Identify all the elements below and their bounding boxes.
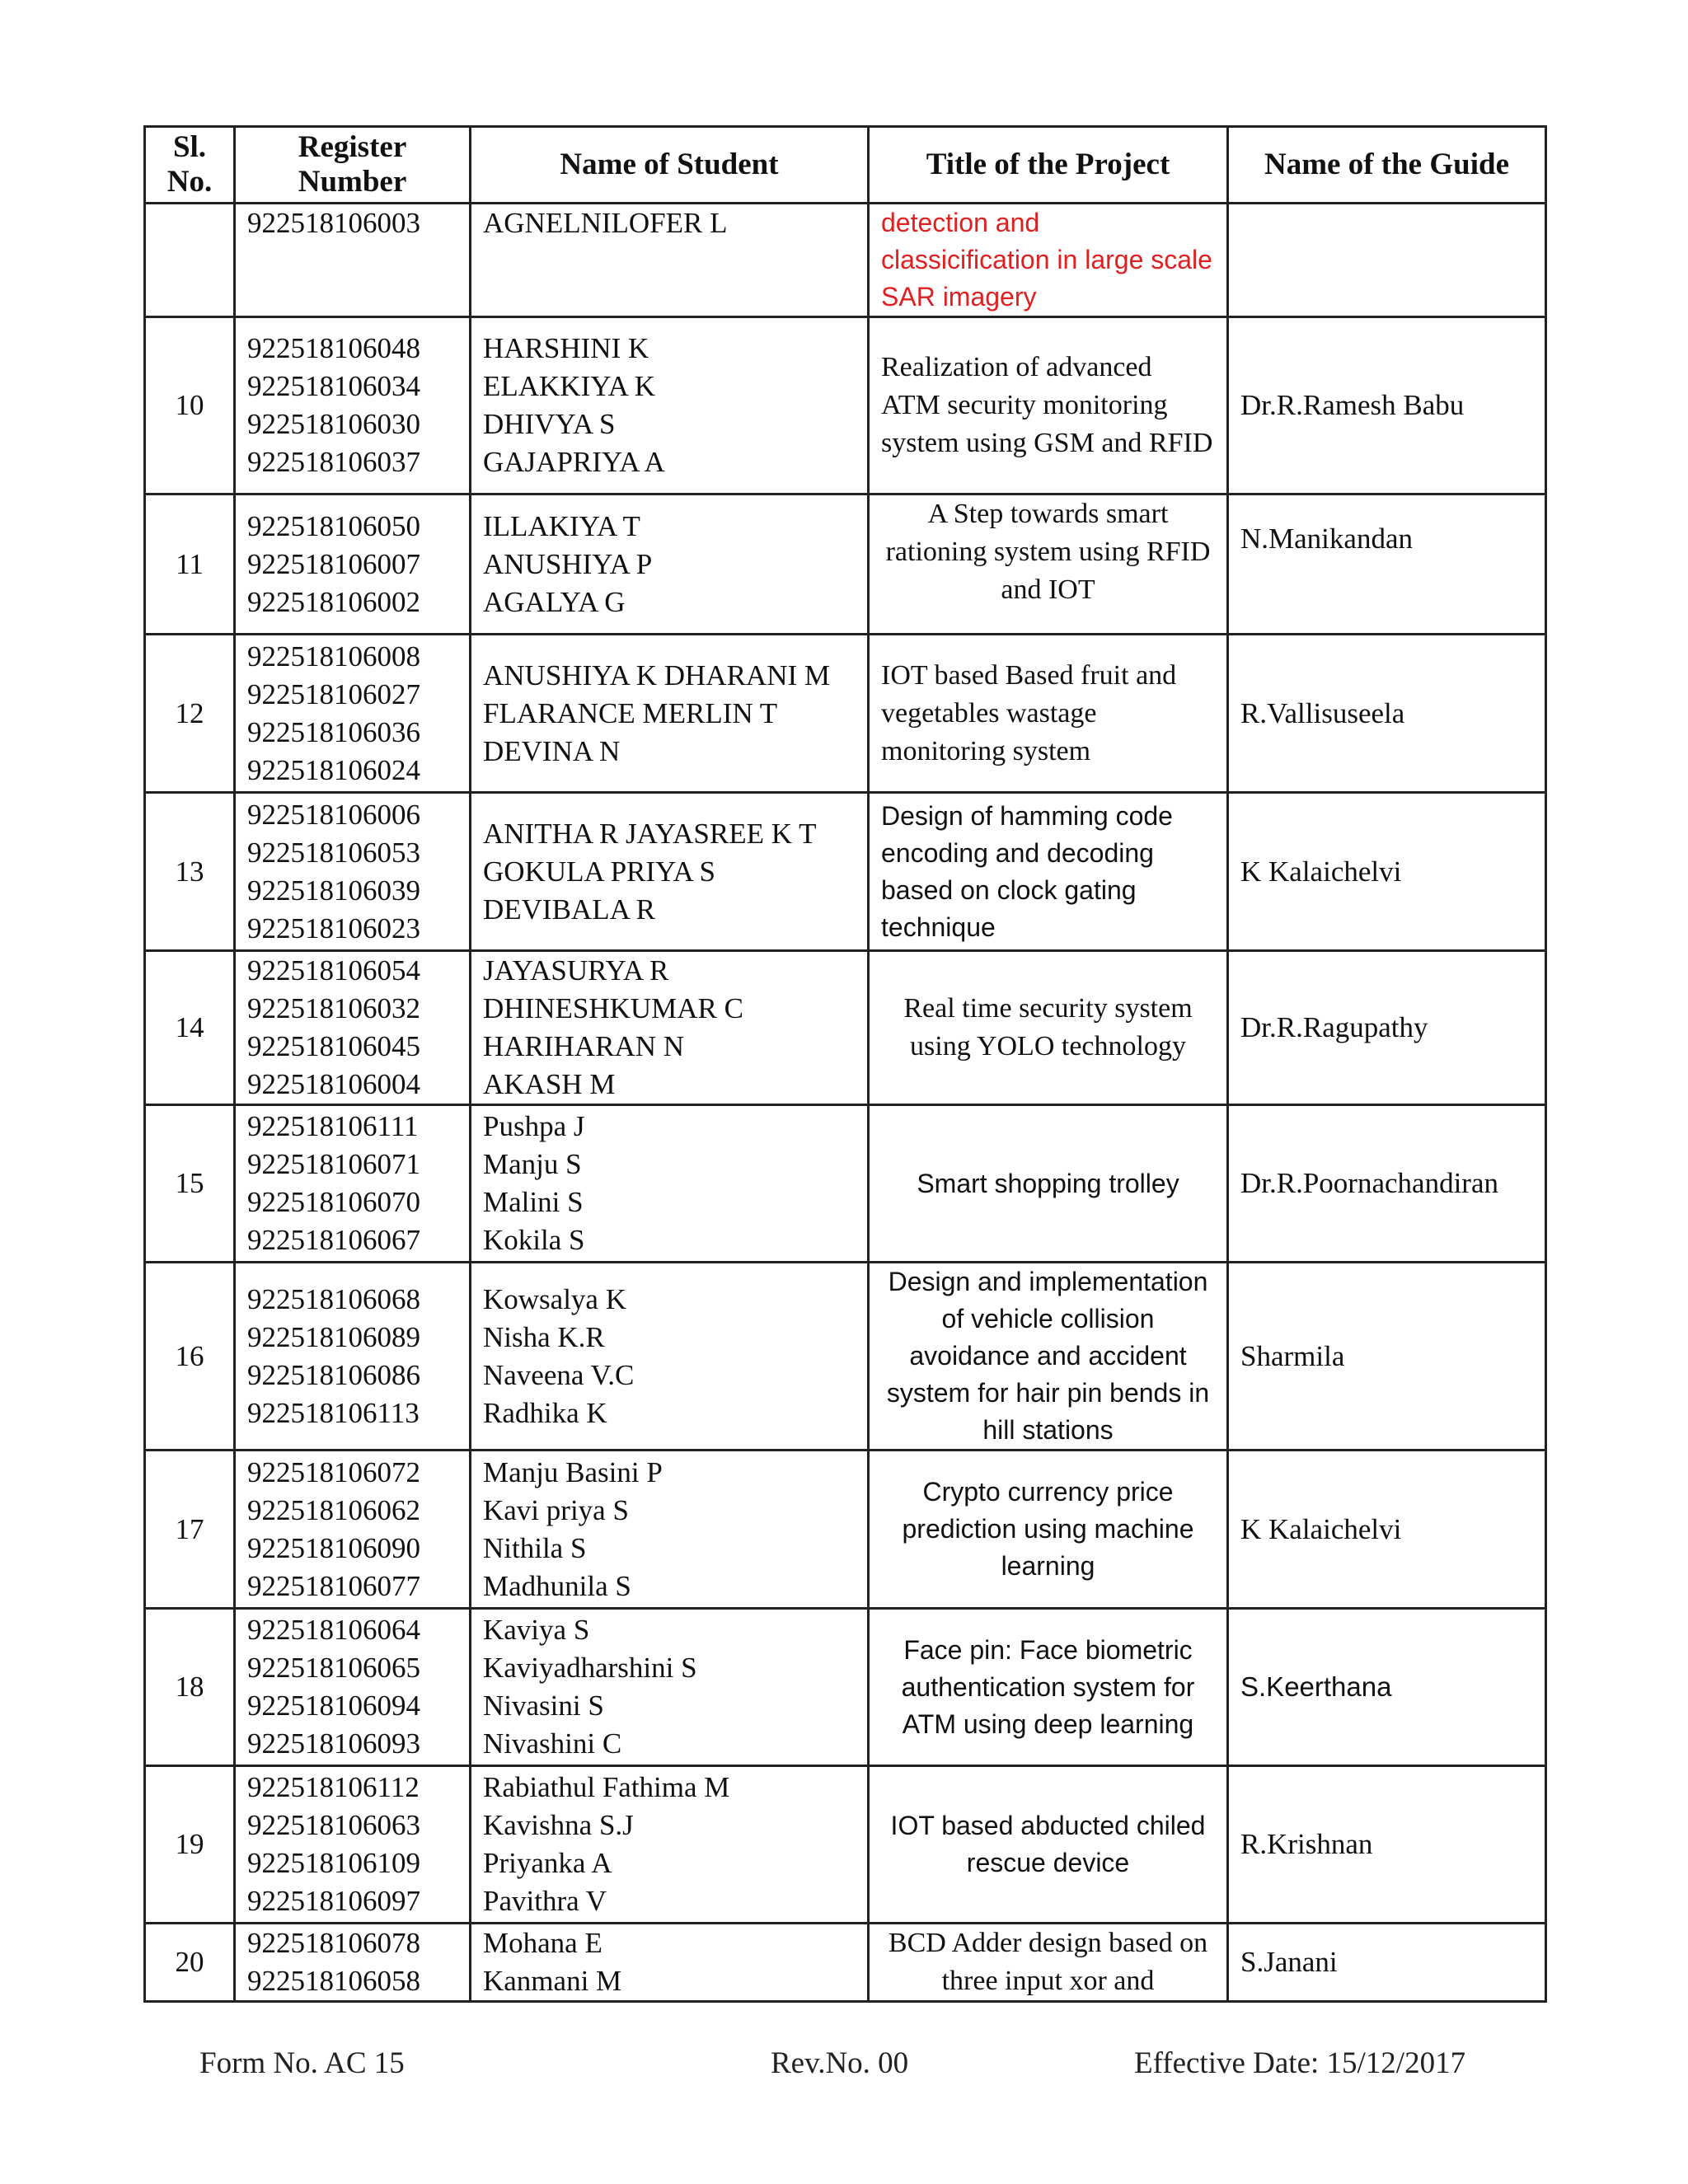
project-allocation-table xyxy=(143,125,1547,2003)
student-name: AGNELNILOFER L xyxy=(483,207,728,239)
register-number: 922518106089 xyxy=(247,1320,420,1353)
register-number: 922518106045 xyxy=(247,1030,420,1062)
register-number-cell xyxy=(235,1451,471,1609)
student-names-cell xyxy=(471,1263,869,1451)
register-number: 922518106067 xyxy=(247,1224,420,1256)
student-name: GOKULA PRIYA S xyxy=(483,855,715,888)
register-number: 922518106113 xyxy=(247,1396,420,1429)
register-number: 922518106006 xyxy=(247,798,420,831)
student-name: Pushpa J xyxy=(483,1110,585,1142)
student-name: Kowsalya K xyxy=(483,1282,626,1315)
student-name: ANITHA R JAYASREE K T xyxy=(483,817,817,850)
student-name: JAYASURYA R xyxy=(483,954,669,987)
register-number: 922518106097 xyxy=(247,1885,420,1917)
project-title-cell: Smart shopping trolley xyxy=(869,1105,1228,1263)
project-title-cell: BCD Adder design based on three input xor and xyxy=(869,1924,1228,2002)
register-number: 922518106036 xyxy=(247,715,420,748)
guide-name-cell: K Kalaichelvi xyxy=(1228,1451,1546,1609)
register-number-cell xyxy=(235,317,471,494)
register-number: 922518106008 xyxy=(247,640,420,673)
table-row xyxy=(145,951,1546,1105)
student-name: Radhika K xyxy=(483,1396,607,1429)
register-number: 922518106063 xyxy=(247,1809,420,1841)
student-name: Kokila S xyxy=(483,1224,585,1256)
guide-name-cell xyxy=(1228,204,1546,317)
register-number: 922518106027 xyxy=(247,677,420,710)
project-title-cell: Design and implementation of vehicle collision avoidance and accident system for hair pin bends in hill stations xyxy=(869,1263,1228,1451)
table-row xyxy=(145,793,1546,951)
register-number: 922518106112 xyxy=(247,1771,420,1803)
student-name: Madhunila S xyxy=(483,1569,631,1602)
project-title-cell: Face pin: Face biometric authentication system for ATM using deep learning xyxy=(869,1609,1228,1766)
register-number: 922518106058 xyxy=(247,1965,420,1997)
student-name: DHINESHKUMAR C xyxy=(483,992,743,1024)
sl-no-cell: 14 xyxy=(145,951,235,1105)
student-name: Kanmani M xyxy=(483,1965,622,1997)
student-name: ELAKKIYA K xyxy=(483,370,656,402)
student-name: DHIVYA S xyxy=(483,408,616,440)
table-row xyxy=(145,1609,1546,1766)
student-name: Kaviyadharshini S xyxy=(483,1652,697,1684)
register-number: 922518106071 xyxy=(247,1148,420,1180)
student-names-cell xyxy=(471,317,869,494)
sl-no-cell: 20 xyxy=(145,1924,235,2002)
student-name: ANUSHIYA P xyxy=(483,547,653,580)
guide-name-cell: N.Manikandan xyxy=(1228,494,1546,635)
student-name: ILLAKIYA T xyxy=(483,509,640,542)
sl-no-cell: 12 xyxy=(145,635,235,793)
student-names-cell xyxy=(471,951,869,1105)
register-number: 922518106037 xyxy=(247,446,420,478)
header-sl-no: Sl. No. xyxy=(145,127,235,204)
student-name: Malini S xyxy=(483,1186,584,1218)
header-guide-name: Name of the Guide xyxy=(1228,127,1546,204)
guide-name-cell: R.Krishnan xyxy=(1228,1766,1546,1924)
register-number: 922518106007 xyxy=(247,547,420,580)
table-row xyxy=(145,635,1546,793)
student-name: DEVINA N xyxy=(483,734,621,767)
student-name: Kaviya S xyxy=(483,1614,590,1646)
sl-no-cell: 17 xyxy=(145,1451,235,1609)
register-number: 922518106064 xyxy=(247,1614,420,1646)
guide-name-cell: S.Keerthana xyxy=(1228,1609,1546,1766)
project-title-cell: Realization of advanced ATM security monitoring system using GSM and RFID xyxy=(869,317,1228,494)
student-name: Nisha K.R xyxy=(483,1320,605,1353)
student-names-cell xyxy=(471,1924,869,2002)
register-number: 922518106003 xyxy=(247,207,420,239)
header-project-title: Title of the Project xyxy=(869,127,1228,204)
register-number: 922518106039 xyxy=(247,874,420,907)
guide-name-cell: Sharmila xyxy=(1228,1263,1546,1451)
project-title-cell: detection and classicification in large scale SAR imagery xyxy=(869,204,1228,317)
register-number-cell xyxy=(235,204,471,317)
register-number: 922518106034 xyxy=(247,370,420,402)
student-names-cell xyxy=(471,1609,869,1766)
sl-no-cell: 19 xyxy=(145,1766,235,1924)
project-title-cell: Real time security system using YOLO technology xyxy=(869,951,1228,1105)
table-row xyxy=(145,1451,1546,1609)
register-number: 922518106065 xyxy=(247,1652,420,1684)
student-name: Nivashini C xyxy=(483,1727,622,1760)
register-number: 922518106004 xyxy=(247,1068,420,1100)
student-names-cell xyxy=(471,1105,869,1263)
register-number: 922518106054 xyxy=(247,954,420,987)
register-number-cell xyxy=(235,635,471,793)
register-number-cell xyxy=(235,793,471,951)
effective-date: Effective Date: 15/12/2017 xyxy=(1134,2046,1466,2080)
header-student-name: Name of Student xyxy=(471,127,869,204)
student-names-cell xyxy=(471,1766,869,1924)
guide-name-cell: R.Vallisuseela xyxy=(1228,635,1546,793)
register-number: 922518106053 xyxy=(247,836,420,869)
register-number-cell xyxy=(235,1766,471,1924)
register-number: 922518106072 xyxy=(247,1455,420,1488)
table-row xyxy=(145,494,1546,635)
register-number-cell xyxy=(235,1609,471,1766)
register-number-cell xyxy=(235,1263,471,1451)
student-name: ANUSHIYA K DHARANI M xyxy=(483,658,830,691)
register-number-cell xyxy=(235,1105,471,1263)
guide-name-cell: S.Janani xyxy=(1228,1924,1546,2002)
student-name: AKASH M xyxy=(483,1068,616,1100)
register-number: 922518106050 xyxy=(247,509,420,542)
student-name: AGALYA G xyxy=(483,585,626,618)
student-names-cell xyxy=(471,494,869,635)
student-names-cell xyxy=(471,204,869,317)
project-title-cell: IOT based Based fruit and vegetables wastage monitoring system xyxy=(869,635,1228,793)
sl-no-cell: 10 xyxy=(145,317,235,494)
student-name: HARIHARAN N xyxy=(483,1030,685,1062)
register-number: 922518106048 xyxy=(247,332,420,364)
register-number: 922518106030 xyxy=(247,408,420,440)
register-number: 922518106032 xyxy=(247,992,420,1024)
table-row xyxy=(145,1263,1546,1451)
table-header-row xyxy=(145,127,1546,204)
register-number: 922518106023 xyxy=(247,912,420,944)
register-number: 922518106024 xyxy=(247,753,420,786)
header-register-number: Register Number xyxy=(235,127,471,204)
revision-number: Rev.No. 00 xyxy=(771,2046,909,2080)
sl-no-cell: 13 xyxy=(145,793,235,951)
student-name: Naveena V.C xyxy=(483,1358,635,1391)
table-row xyxy=(145,1924,1546,2002)
register-number: 922518106086 xyxy=(247,1358,420,1391)
table-row xyxy=(145,204,1546,317)
student-name: Manju Basini P xyxy=(483,1455,663,1488)
sl-no-cell xyxy=(145,204,235,317)
register-number: 922518106093 xyxy=(247,1727,420,1760)
table-row xyxy=(145,1766,1546,1924)
register-number: 922518106111 xyxy=(247,1110,419,1142)
student-names-cell xyxy=(471,635,869,793)
register-number: 922518106077 xyxy=(247,1569,420,1602)
sl-no-cell: 18 xyxy=(145,1609,235,1766)
student-name: Rabiathul Fathima M xyxy=(483,1771,730,1803)
project-title-cell: A Step towards smart rationing system using RFID and IOT xyxy=(869,494,1228,635)
project-title-cell: IOT based abducted chiled rescue device xyxy=(869,1766,1228,1924)
register-number-cell xyxy=(235,951,471,1105)
student-name: DEVIBALA R xyxy=(483,893,656,926)
guide-name-cell: Dr.R.Ramesh Babu xyxy=(1228,317,1546,494)
form-number: Form No. AC 15 xyxy=(199,2046,405,2080)
student-name: HARSHINI K xyxy=(483,332,649,364)
register-number: 922518106070 xyxy=(247,1186,420,1218)
project-title-cell: Design of hamming code encoding and decoding based on clock gating technique xyxy=(869,793,1228,951)
register-number-cell xyxy=(235,494,471,635)
student-name: FLARANCE MERLIN T xyxy=(483,696,778,729)
student-name: Kavishna S.J xyxy=(483,1809,634,1841)
guide-name-cell: Dr.R.Poornachandiran xyxy=(1228,1105,1546,1263)
project-title-cell: Crypto currency price prediction using machine learning xyxy=(869,1451,1228,1609)
register-number-cell xyxy=(235,1924,471,2002)
sl-no-cell: 11 xyxy=(145,494,235,635)
guide-name-cell: K Kalaichelvi xyxy=(1228,793,1546,951)
student-name: GAJAPRIYA A xyxy=(483,446,665,478)
student-name: Nithila S xyxy=(483,1531,587,1564)
student-name: Pavithra V xyxy=(483,1885,607,1917)
sl-no-cell: 16 xyxy=(145,1263,235,1451)
student-name: Nivasini S xyxy=(483,1690,604,1722)
table-row xyxy=(145,317,1546,494)
register-number: 922518106062 xyxy=(247,1493,420,1526)
student-names-cell xyxy=(471,793,869,951)
guide-name-cell: Dr.R.Ragupathy xyxy=(1228,951,1546,1105)
register-number: 922518106078 xyxy=(247,1927,420,1959)
student-name: Manju S xyxy=(483,1148,582,1180)
register-number: 922518106068 xyxy=(247,1282,420,1315)
register-number: 922518106002 xyxy=(247,585,420,618)
student-name: Priyanka A xyxy=(483,1847,612,1879)
student-name: Mohana E xyxy=(483,1927,603,1959)
student-name: Kavi priya S xyxy=(483,1493,629,1526)
table-row xyxy=(145,1105,1546,1263)
register-number: 922518106109 xyxy=(247,1847,420,1879)
student-names-cell xyxy=(471,1451,869,1609)
sl-no-cell: 15 xyxy=(145,1105,235,1263)
register-number: 922518106094 xyxy=(247,1690,420,1722)
register-number: 922518106090 xyxy=(247,1531,420,1564)
